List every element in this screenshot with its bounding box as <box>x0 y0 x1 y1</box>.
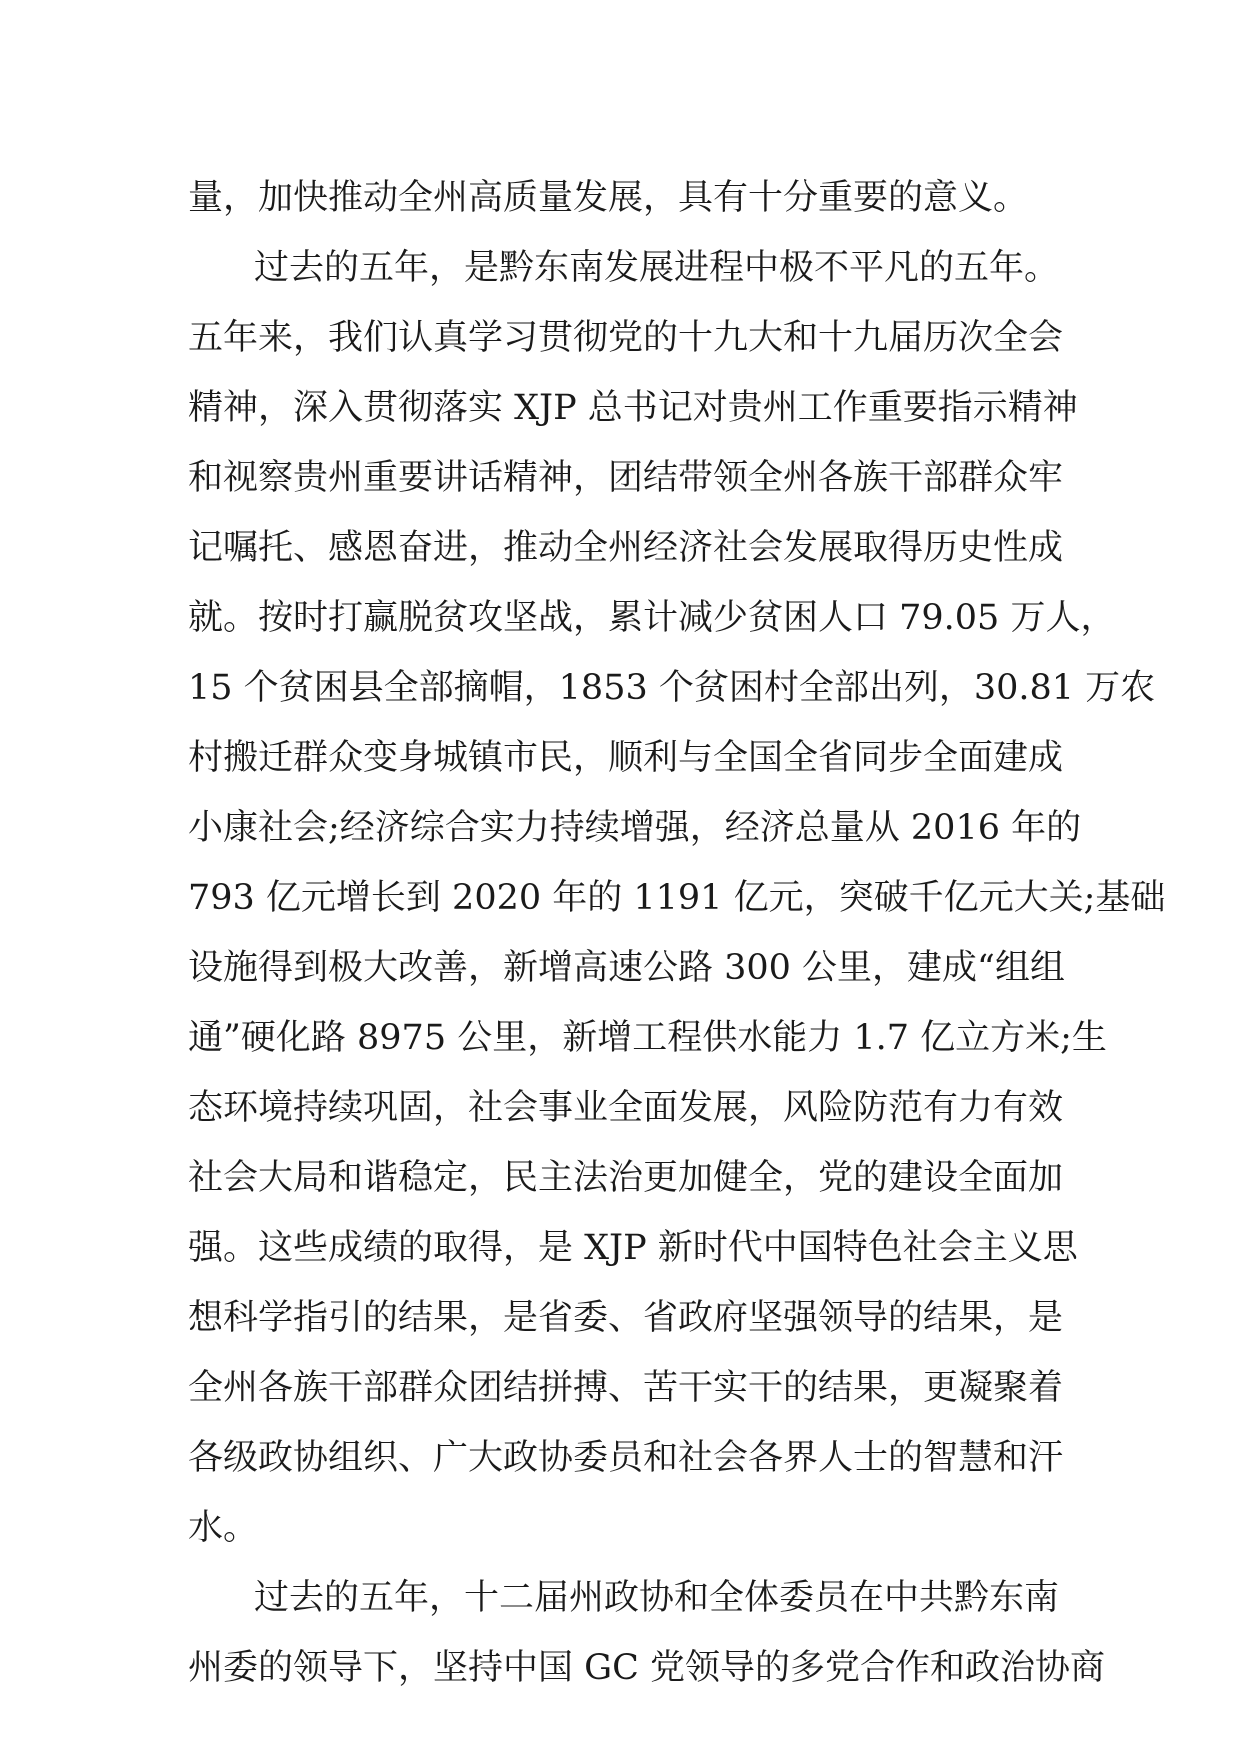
text-line: 全州各族干部群众团结拼搏、苦干实干的结果，更凝聚着 <box>188 1368 1064 1408</box>
text-line: 社会大局和谐稳定，民主法治更加健全，党的建设全面加 <box>188 1158 1064 1198</box>
paragraph-first-line: 过去的五年，是黔东南发展进程中极不平凡的五年。 <box>254 248 1060 288</box>
text-line: 精神，深入贯彻落实 XJP 总书记对贵州工作重要指示精神 <box>188 388 1078 428</box>
text-line: 想科学指引的结果，是省委、省政府坚强领导的结果，是 <box>188 1298 1064 1338</box>
text-line: 态环境持续巩固，社会事业全面发展，风险防范有力有效 <box>188 1088 1064 1128</box>
text-line: 和视察贵州重要讲话精神，团结带领全州各族干部群众牢 <box>188 458 1064 498</box>
text-line: 小康社会;经济综合实力持续增强，经济总量从 2016 年的 <box>188 808 1082 848</box>
text-line: 15 个贫困县全部摘帽，1853 个贫困村全部出列，30.81 万农 <box>188 668 1156 708</box>
text-line: 各级政协组织、广大政协委员和社会各界人士的智慧和汗 <box>188 1438 1064 1478</box>
text-line: 就。按时打赢脱贫攻坚战，累计减少贫困人口 79.05 万人， <box>188 598 1116 638</box>
text-line: 村搬迁群众变身城镇市民，顺利与全国全省同步全面建成 <box>188 738 1064 778</box>
paragraph-first-line: 过去的五年，十二届州政协和全体委员在中共黔东南 <box>254 1578 1060 1618</box>
text-line: 水。 <box>188 1508 259 1548</box>
text-line: 记嘱托、感恩奋进，推动全州经济社会发展取得历史性成 <box>188 528 1064 568</box>
text-line: 793 亿元增长到 2020 年的 1191 亿元，突破千亿元大关;基础 <box>188 878 1166 918</box>
text-line: 强。这些成绩的取得，是 XJP 新时代中国特色社会主义思 <box>188 1228 1078 1268</box>
text-line: 设施得到极大改善，新增高速公路 300 公里，建成“组组 <box>188 948 1065 988</box>
text-line: 通”硬化路 8975 公里，新增工程供水能力 1.7 亿立方米;生 <box>188 1018 1107 1058</box>
text-line: 州委的领导下，坚持中国 GC 党领导的多党合作和政治协商 <box>188 1648 1105 1688</box>
text-line: 五年来，我们认真学习贯彻党的十九大和十九届历次全会 <box>188 318 1064 358</box>
text-line: 量，加快推动全州高质量发展，具有十分重要的意义。 <box>188 178 1029 218</box>
